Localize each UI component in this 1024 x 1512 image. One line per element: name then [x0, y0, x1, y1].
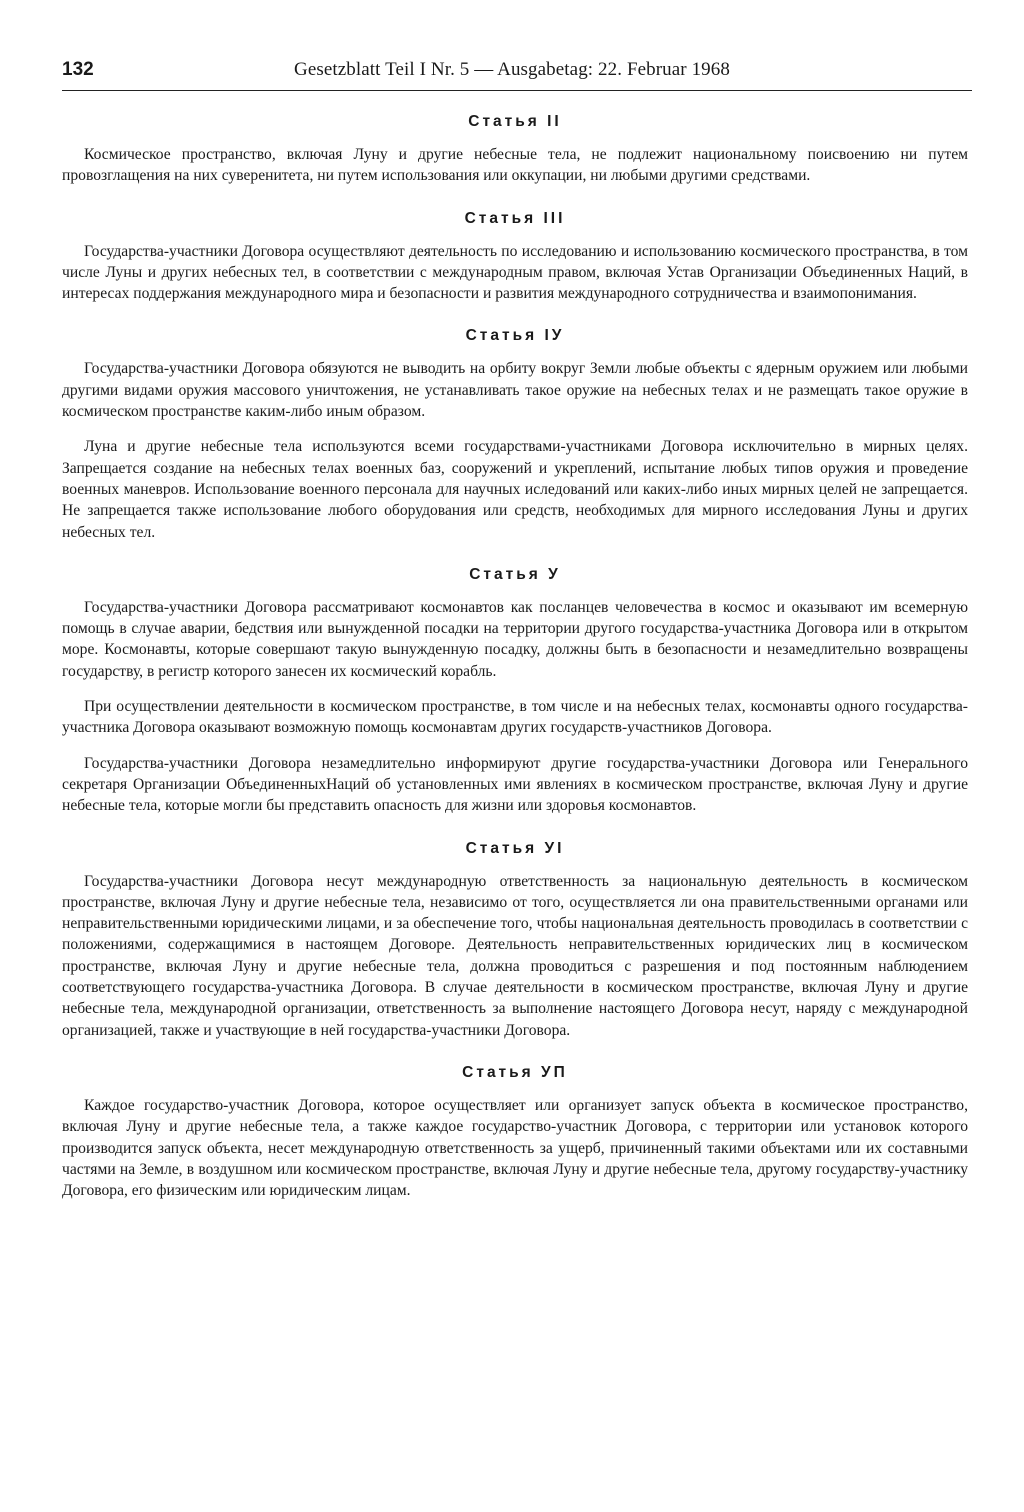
article-paragraph: Государства-участники Договора обязуются не выводить на орбиту вокруг Земли любые объекты с ядерным оружием или любыми другими видами оружия массового уничтожения, не устанавливать такое оружие на небесных телах и не размещать такое оружие в космическом пространстве каким-либо иным образом.: [62, 360, 968, 421]
article-paragraph: Государства-участники Договора осуществляют деятельность по исследованию и использованию космического пространства, в том числе Луны и других небесных тел, в соответствии с международным правом, включая Устав Организации Объединенных Наций, в интересах поддержания международного мира и безопасности и развития международного сотрудничества и взаимопонимания.: [62, 242, 968, 303]
running-title: Gesetzblatt Teil I Nr. 5 — Ausgabetag: 22. Februar 1968: [294, 59, 730, 80]
article-heading: Статья IУ: [465, 327, 565, 345]
article-2: [62, 112, 968, 187]
article-6: [62, 839, 968, 1041]
page-header: [62, 59, 970, 85]
document-body: [62, 112, 968, 1201]
article-heading: Статья УП: [462, 1063, 568, 1081]
article-7: [62, 1063, 968, 1201]
page-number: 132: [62, 59, 94, 80]
article-paragraph: Луна и другие небесные тела используются всеми государствами-участниками Договора исключительно в мирных целях. Запрещается создание на небесных телах военных баз, сооружений и укреплений, испытание любых типов оружия и проведение военных маневров. Использование военного персонала для научных иследований или каких-либо иных мирных целей не запрещается. Не запрещается также использование любого оборудования или средств, необходимых для мирного исследования Луны и других небесных тел.: [62, 438, 968, 541]
article-paragraph: Государства-участники Договора рассматривают космонавтов как посланцев человечества в космос и оказывают им всемерную помощь в случае аварии, бедствия или вынужденной посадки на территории другого государства-участника Договора или в открытом море. Космонавты, которые совершают такую вынужденную посадку, должны быть в безопасности и незамедлительно возвращены государству, в регистр которого занесен их космический корабль.: [62, 598, 968, 680]
header-rule: [62, 90, 972, 91]
article-3: [62, 209, 968, 305]
article-heading: Статья II: [468, 113, 562, 130]
article-5: [62, 565, 968, 817]
article-paragraph: Государства-участники Договора несут международную ответственность за национальную деятельность в космическом пространстве, включая Луну и другие небесные тела, независимо от того, осуществляется ли она правительственными органами или неправительственными юридическими лицами, и за обеспечение того, чтобы национальная деятельность проводилась в соответствии с положениями, содержащимися в настоящем Договоре. Деятельность неправительственных юридических лиц в космическом пространстве, включая Луну и другие небесные тела, должна проводиться с разрешения и под постоянным наблюдением соответствующего государства-участника Договора. В случае деятельности в космическом пространстве, включая Луну и другие небесные тела, международной организации, ответственность за выполнение настоящего Договора несут, наряду с международной организацией, также и участвующие в ней государства-участники Договора.: [62, 872, 968, 1039]
article-heading: Статья У: [469, 565, 561, 583]
article-paragraph: Государства-участники Договора незамедлительно информируют другие государства-участники Договора или Генерального секретаря Организации ОбъединенныхНаций об установленных ими явлениях в космическом пространстве, включая Луну и другие небесные тела, которые могли бы представить опасность для жизни или здоровья космонавтов.: [62, 754, 968, 815]
article-heading: Статья УI: [465, 839, 565, 857]
article-paragraph: Каждое государство-участник Договора, которое осуществляет или организует запуск объекта в космическое пространство, включая Луну и другие небесные тела, а также каждое государство-участник Договора, с территории или установок которого производится запуск объекта, несет международную ответственность за ущерб, причиненный такими объектами или их составными частями на Земле, в воздушном или космическом пространстве, включая Луну и другие небесные тела, другому государству-участнику Договора, его физическим или юридическим лицам.: [62, 1096, 968, 1200]
article-4: [62, 326, 968, 542]
article-heading: Статья III: [464, 209, 566, 227]
article-paragraph: При осуществлении деятельности в космическом пространстве, в том числе и на небесных телах, космонавты одного государства-участника Договора оказывают возможную помощь космонавтам других государств-участников Договора.: [62, 698, 968, 737]
article-paragraph: Космическое пространство, включая Луну и другие небесные тела, не подлежит национальному поисвоению ни путем провозглащения на них суверенитета, ни путем использования или оккупации, ни любыми другими средствами.: [62, 146, 968, 185]
